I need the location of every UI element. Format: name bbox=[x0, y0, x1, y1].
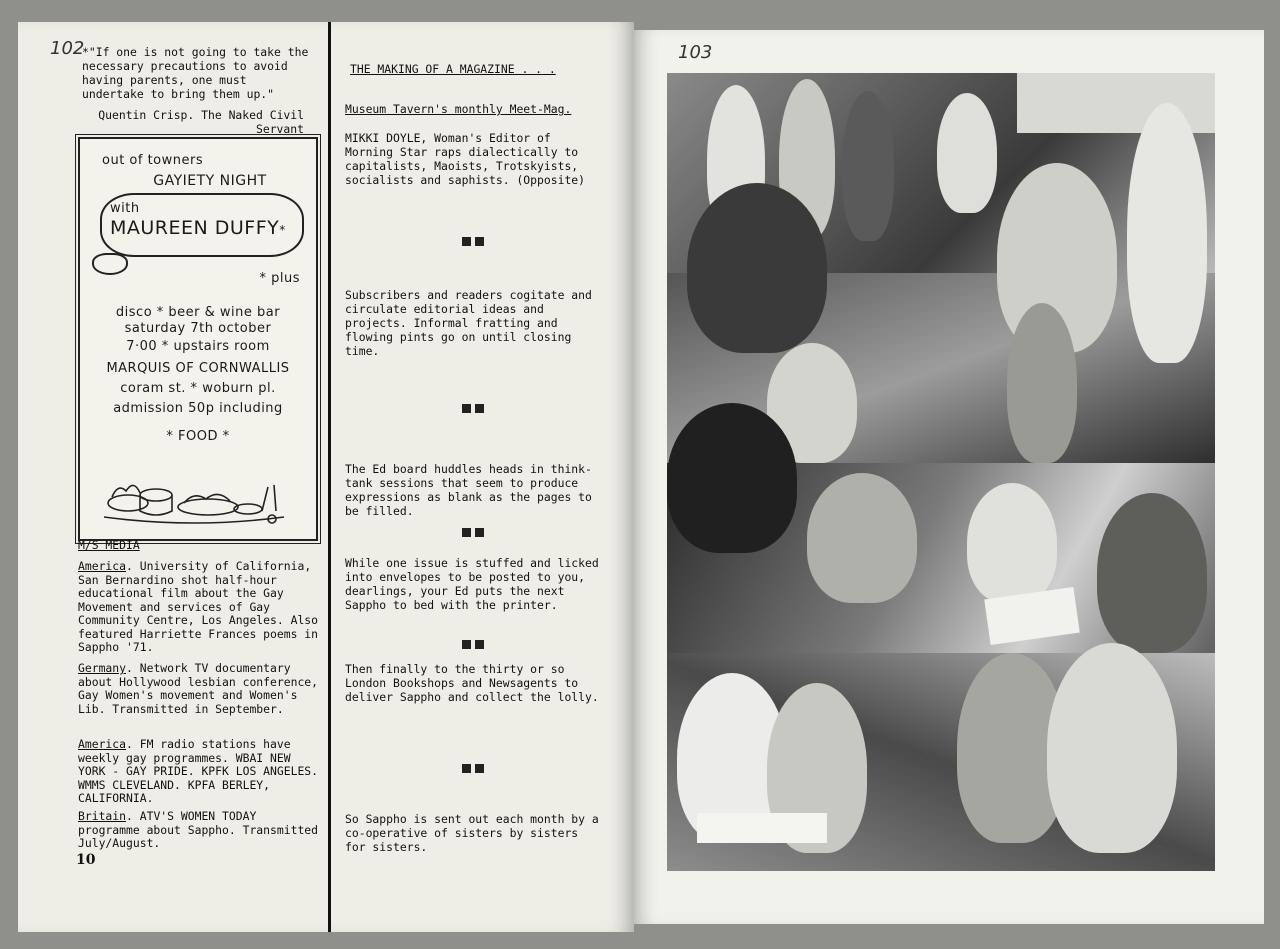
section-bullet bbox=[462, 404, 484, 413]
section-bullet bbox=[462, 528, 484, 537]
media-entry-germany bbox=[78, 662, 320, 716]
media-entry-text: . Network TV documentary about Hollywood lesbian conference, Gay Women's movement and Women's Lib. Transmitted in September. bbox=[78, 661, 319, 716]
photo-person bbox=[1007, 303, 1077, 463]
photo-person bbox=[667, 403, 797, 553]
media-entry-britain bbox=[78, 810, 320, 851]
poster-line-address: coram st. * woburn pl. bbox=[120, 381, 276, 396]
photo-table-papers bbox=[697, 813, 827, 843]
media-entry-lead: Britain bbox=[78, 809, 127, 823]
photo-collage bbox=[667, 73, 1215, 871]
quote-attribution: Quentin Crisp. The Naked Civil Servant bbox=[98, 108, 304, 136]
photo-person bbox=[967, 483, 1057, 603]
poster-line-out-of-towners: out of towners bbox=[102, 153, 204, 168]
handwritten-page-number-right: 103 bbox=[678, 42, 713, 63]
poster-line-plus: * plus bbox=[259, 271, 300, 286]
media-entry-text: . ATV'S WOMEN TODAY programme about Sappho. Transmitted July/August. bbox=[78, 809, 319, 850]
poster-name: MAUREEN DUFFY bbox=[110, 217, 280, 239]
media-entry-text: . University of California, San Bernardino shot half-hour educational film about the Gay Movement and services of Gay Community Centre, Los Angeles. Also featured Harriette Frances poems in Sappho '71. bbox=[78, 559, 319, 654]
article-paragraph-6: So Sappho is sent out each month by a co-operative of sisters by sisters for sisters. bbox=[345, 812, 599, 854]
poster-star: * bbox=[279, 223, 286, 237]
article-paragraph-2: Subscribers and readers cogitate and circulate editorial ideas and projects. Informal fratting and flowing pints go on until closing time. bbox=[345, 288, 592, 358]
media-heading: M/S MEDIA bbox=[78, 538, 140, 552]
poster-line-gayiety-night: GAYIETY NIGHT bbox=[153, 173, 267, 189]
handwritten-page-number-left: 102 bbox=[50, 38, 85, 59]
poster-line-date: saturday 7th october bbox=[124, 321, 272, 336]
page-number: 10 bbox=[76, 852, 96, 868]
event-poster bbox=[78, 137, 318, 541]
photo-person bbox=[1047, 643, 1177, 853]
article-paragraph-4: While one issue is stuffed and licked into envelopes to be posted to you, dearlings, your Ed puts the next Sappho to bed with the printer. bbox=[345, 556, 599, 612]
media-entry-america-2 bbox=[78, 738, 320, 806]
poster-line-with: with bbox=[110, 201, 140, 216]
quote-text: *"If one is not going to take the necessary precautions to avoid having parents, one must undertake to bring them up." bbox=[82, 45, 309, 101]
photo-person bbox=[937, 93, 997, 213]
photo-person bbox=[842, 91, 894, 241]
media-entry-lead: Germany bbox=[78, 661, 127, 675]
media-entry-lead: America bbox=[78, 559, 127, 573]
food-illustration-icon bbox=[98, 467, 298, 527]
article-title: THE MAKING OF A MAGAZINE . . . bbox=[350, 62, 556, 76]
photo-person bbox=[1127, 103, 1207, 363]
section-bullet bbox=[462, 237, 484, 246]
photo-person bbox=[807, 473, 917, 603]
photo-person bbox=[687, 183, 827, 353]
section-bullet bbox=[462, 764, 484, 773]
photo-person bbox=[1097, 493, 1207, 653]
media-entry-text: . FM radio stations have weekly gay programmes. WBAI NEW YORK - GAY PRIDE. KPFK LOS ANGELES. WMMS CLEVELAND. KPFA BERLEY, CALIFORNIA. bbox=[78, 737, 319, 805]
section-bullet bbox=[462, 640, 484, 649]
media-entry-lead: America bbox=[78, 737, 127, 751]
article-paragraph-5: Then finally to the thirty or so London Bookshops and Newsagents to deliver Sappho and collect the lolly. bbox=[345, 662, 599, 704]
article-paragraph-3: The Ed board huddles heads in think-tank sessions that seem to produce expressions as blank as the pages to be filled. bbox=[345, 462, 592, 518]
poster-line-name bbox=[110, 217, 346, 239]
media-entry-america-1 bbox=[78, 560, 320, 655]
article-paragraph-1: MIKKI DOYLE, Woman's Editor of Morning Star raps dialectically to capitalists, Maoists, Trotskyists, socialists and saphists. (Opposite) bbox=[345, 131, 586, 187]
poster-line-disco: disco * beer & wine bar bbox=[115, 305, 281, 320]
poster-line-food: * FOOD * bbox=[166, 429, 230, 444]
poster-line-venue: MARQUIS OF CORNWALLIS bbox=[106, 361, 290, 376]
article-subtitle: Museum Tavern's monthly Meet-Mag. bbox=[345, 102, 572, 116]
poster-line-admission: admission 50p including bbox=[113, 401, 283, 416]
poster-line-time: 7·00 * upstairs room bbox=[126, 339, 270, 354]
